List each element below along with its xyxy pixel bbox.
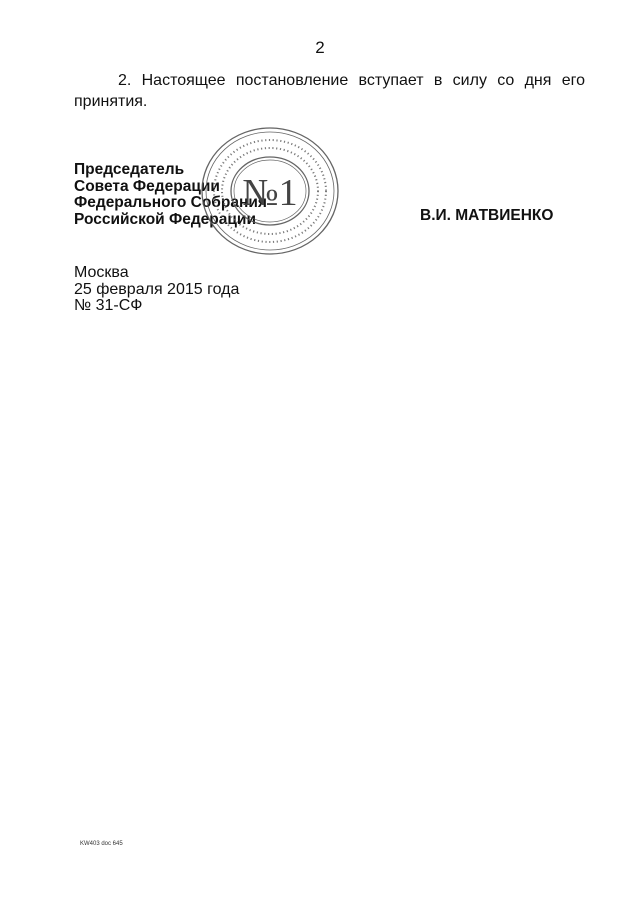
signatory-title-line: Российской Федерации	[74, 210, 256, 228]
document-number: № 31-СФ	[74, 297, 143, 314]
paragraph-effective-date: 2. Настоящее постановление вступает в силу со дня его принятия.	[74, 72, 585, 110]
document-date: 25 февраля 2015 года	[74, 280, 240, 298]
document-city: Москва	[74, 264, 129, 281]
signatory-title-line: Председатель	[74, 161, 185, 178]
official-seal	[199, 125, 341, 257]
document-place-date	[74, 265, 239, 315]
signatory-title-line: Федерального Собрания	[74, 194, 267, 211]
seal-number: №1	[242, 172, 298, 214]
footer-code: KW403 doc 645	[80, 841, 123, 847]
signatory-title-line: Совета Федерации	[74, 177, 220, 195]
signatory-name: В.И. МАТВИЕНКО	[420, 207, 554, 224]
page-number: 2	[315, 38, 325, 57]
